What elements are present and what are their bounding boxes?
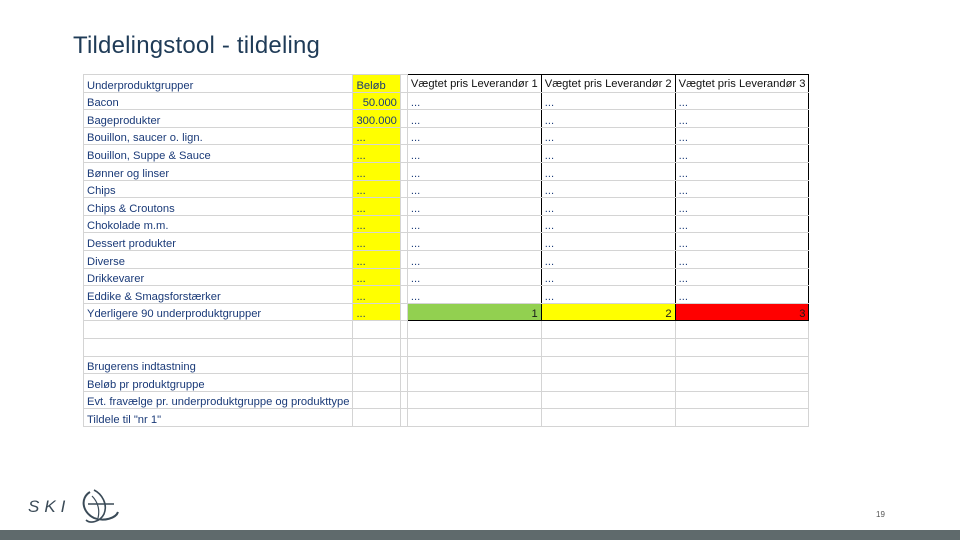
header-underproduktgrupper: Underproduktgrupper [84,75,353,93]
price-leverandoer-2: ... [541,180,675,198]
table-row [84,162,809,180]
price-leverandoer-3: ... [675,250,809,268]
price-leverandoer-3: ... [675,233,809,251]
note-text: Evt. fravælge pr. underproduktgruppe og produkttype [84,391,353,409]
price-leverandoer-3: ... [675,180,809,198]
slide-title: Tildelingstool - tildeling [73,32,321,59]
row-empty [400,162,407,180]
row-name: Chips [84,180,353,198]
row-empty [400,127,407,145]
price-leverandoer-2: ... [541,250,675,268]
price-leverandoer-1: ... [407,180,541,198]
row-amount: ... [353,145,400,163]
allocation-table [83,74,809,427]
table-row [84,286,809,304]
row-name: Bouillon, Suppe & Sauce [84,145,353,163]
price-leverandoer-1: ... [407,198,541,216]
price-leverandoer-1: ... [407,145,541,163]
note-row [84,374,809,392]
price-leverandoer-3: ... [675,127,809,145]
row-amount: 300.000 [353,110,400,128]
table-row [84,145,809,163]
row-name: Bacon [84,92,353,110]
row-amount: ... [353,286,400,304]
row-amount: ... [353,303,400,321]
price-leverandoer-3: ... [675,215,809,233]
spreadsheet [83,74,806,464]
row-amount: ... [353,233,400,251]
spacer-row [84,338,809,356]
price-leverandoer-3: ... [675,268,809,286]
price-leverandoer-3: ... [675,162,809,180]
price-leverandoer-2: ... [541,92,675,110]
row-name: Chips & Croutons [84,198,353,216]
table-row [84,180,809,198]
table-row [84,268,809,286]
price-leverandoer-1: ... [407,215,541,233]
row-empty [400,198,407,216]
rank-leverandoer-1: 1 [407,303,541,321]
row-empty [400,286,407,304]
header-row [84,75,809,93]
row-name: Dessert produkter [84,233,353,251]
row-name: Bageprodukter [84,110,353,128]
table-row [84,110,809,128]
row-empty [400,233,407,251]
note-row [84,356,809,374]
price-leverandoer-2: ... [541,268,675,286]
row-name: Bønner og linser [84,162,353,180]
note-row [84,409,809,427]
table-row [84,198,809,216]
row-amount: ... [353,198,400,216]
table-row [84,92,809,110]
price-leverandoer-3: ... [675,145,809,163]
price-leverandoer-2: ... [541,127,675,145]
header-empty [400,75,407,93]
note-text: Beløb pr produktgruppe [84,374,353,392]
price-leverandoer-1: ... [407,268,541,286]
header-leverandoer-1: Vægtet pris Leverandør 1 [407,75,541,93]
note-text: Brugerens indtastning [84,356,353,374]
row-name: Yderligere 90 underproduktgrupper [84,303,353,321]
footer-bar [0,530,960,540]
price-leverandoer-2: ... [541,286,675,304]
row-amount: ... [353,268,400,286]
row-amount: ... [353,180,400,198]
row-amount: ... [353,127,400,145]
row-empty [400,180,407,198]
price-leverandoer-2: ... [541,145,675,163]
row-name: Drikkevarer [84,268,353,286]
price-leverandoer-3: ... [675,198,809,216]
table-row [84,215,809,233]
spacer-row [84,321,809,339]
logo-text: SKI [28,497,71,516]
price-leverandoer-2: ... [541,110,675,128]
rank-leverandoer-2: 2 [541,303,675,321]
price-leverandoer-2: ... [541,233,675,251]
row-amount: ... [353,250,400,268]
price-leverandoer-1: ... [407,127,541,145]
row-name: Chokolade m.m. [84,215,353,233]
row-empty [400,110,407,128]
row-name: Diverse [84,250,353,268]
price-leverandoer-1: ... [407,233,541,251]
price-leverandoer-3: ... [675,110,809,128]
price-leverandoer-2: ... [541,198,675,216]
price-leverandoer-3: ... [675,92,809,110]
rank-leverandoer-3: 3 [675,303,809,321]
table-row [84,127,809,145]
price-leverandoer-2: ... [541,215,675,233]
row-empty [400,145,407,163]
row-name: Bouillon, saucer o. lign. [84,127,353,145]
note-row [84,391,809,409]
header-beloeb: Beløb [353,75,400,93]
price-leverandoer-1: ... [407,92,541,110]
row-empty [400,268,407,286]
row-name: Eddike & Smagsforstærker [84,286,353,304]
row-amount: 50.000 [353,92,400,110]
price-leverandoer-1: ... [407,162,541,180]
row-amount: ... [353,162,400,180]
header-leverandoer-2: Vægtet pris Leverandør 2 [541,75,675,93]
header-leverandoer-3: Vægtet pris Leverandør 3 [675,75,809,93]
price-leverandoer-2: ... [541,162,675,180]
row-empty [400,303,407,321]
summary-row [84,303,809,321]
row-empty [400,250,407,268]
price-leverandoer-1: ... [407,250,541,268]
page-number: 19 [876,510,885,519]
table-row [84,233,809,251]
price-leverandoer-1: ... [407,286,541,304]
row-amount: ... [353,215,400,233]
price-leverandoer-1: ... [407,110,541,128]
note-text: Tildele til "nr 1" [84,409,353,427]
price-leverandoer-3: ... [675,286,809,304]
row-empty [400,92,407,110]
row-empty [400,215,407,233]
data-rows [84,92,809,303]
table-row [84,250,809,268]
